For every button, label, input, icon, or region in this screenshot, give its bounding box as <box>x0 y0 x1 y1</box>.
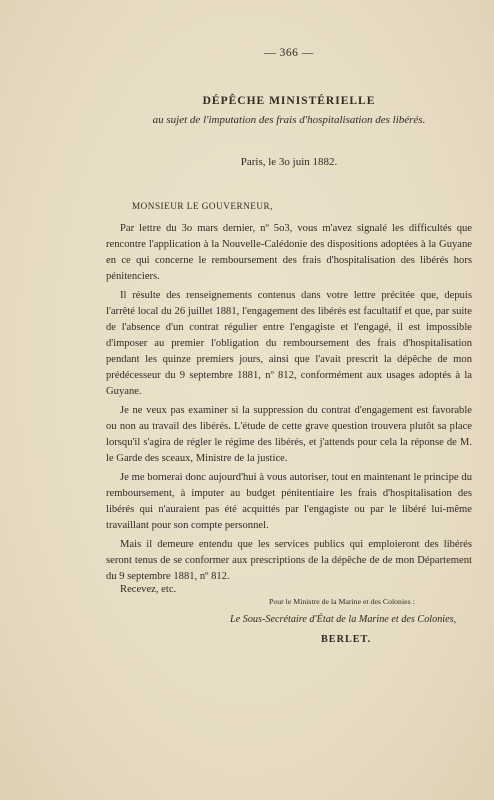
paragraph: Il résulte des renseignements contenus dans votre lettre précitée que, depuis l'arrêté local du 26 juillet 1881, l'engagement des libérés est facultatif et que, par suite de l'absence d'un contrat régulier entre l'engagiste et l'engagé, il est impossible d'imposer au premier l'obligation du remboursement des frais d'hospitalisation pendant les quinze premiers jours, ainsi que l'avait prescrit la dépêche de mon prédécesseur du 9 septembre 1881, nº 812, conformément aux usages adoptés à la Guyane. <box>106 290 472 397</box>
closing: Recevez, etc. <box>120 584 177 595</box>
paragraph: Par lettre du 3o mars dernier, nº 5o3, vous m'avez signalé les difficultés que rencontre l'application à la Nouvelle-Calédonie des dispositions adoptées à la Guyane en ce qui concerne le remboursement des frais d'hospitalisation des libérés hors pénitenciers. <box>106 223 472 282</box>
signature-title: Le Sous-Secrétaire d'État de la Marine et des Colonies, <box>230 614 457 625</box>
signature-name: BERLET. <box>321 634 372 645</box>
paragraph: Mais il demeure entendu que les services publics qui emploieront des libérés seront tenus de se conformer aux prescriptions de la dépêche de de mon Département du 9 septembre 1881, nº 812. <box>106 539 472 582</box>
letter-body <box>106 221 472 588</box>
dateline: Paris, le 3o juin 1882. <box>240 156 338 168</box>
document-title: DÉPÊCHE MINISTÉRIELLE <box>202 95 376 107</box>
paragraph: Je ne veux pas examiner si la suppression du contrat d'engagement est favorable ou non au travail des libérés. L'étude de cette grave question trouvera plutôt sa place lorsqu'il s'agira de régler le régime des libérés, et j'attends pour cela la réponse de M. le Garde des sceaux, Ministre de la justice. <box>106 405 472 464</box>
page-number: — 366 — <box>264 47 314 59</box>
signature-pour: Pour le Ministre de la Marine et des Colonies : <box>269 597 415 606</box>
document-subtitle: au sujet de l'imputation des frais d'hospitalisation des libérés. <box>152 114 426 126</box>
salutation: MONSIEUR LE GOUVERNEUR, <box>132 201 273 211</box>
paragraph: Je me bornerai donc aujourd'hui à vous autoriser, tout en maintenant le principe du remboursement, à imputer au budget pénitentiaire les frais d'hospitalisation des libérés qui n'auraient pas été acquittés par l'engagiste ou par le libéré lui-même travaillant pour son compte personnel. <box>106 472 472 531</box>
